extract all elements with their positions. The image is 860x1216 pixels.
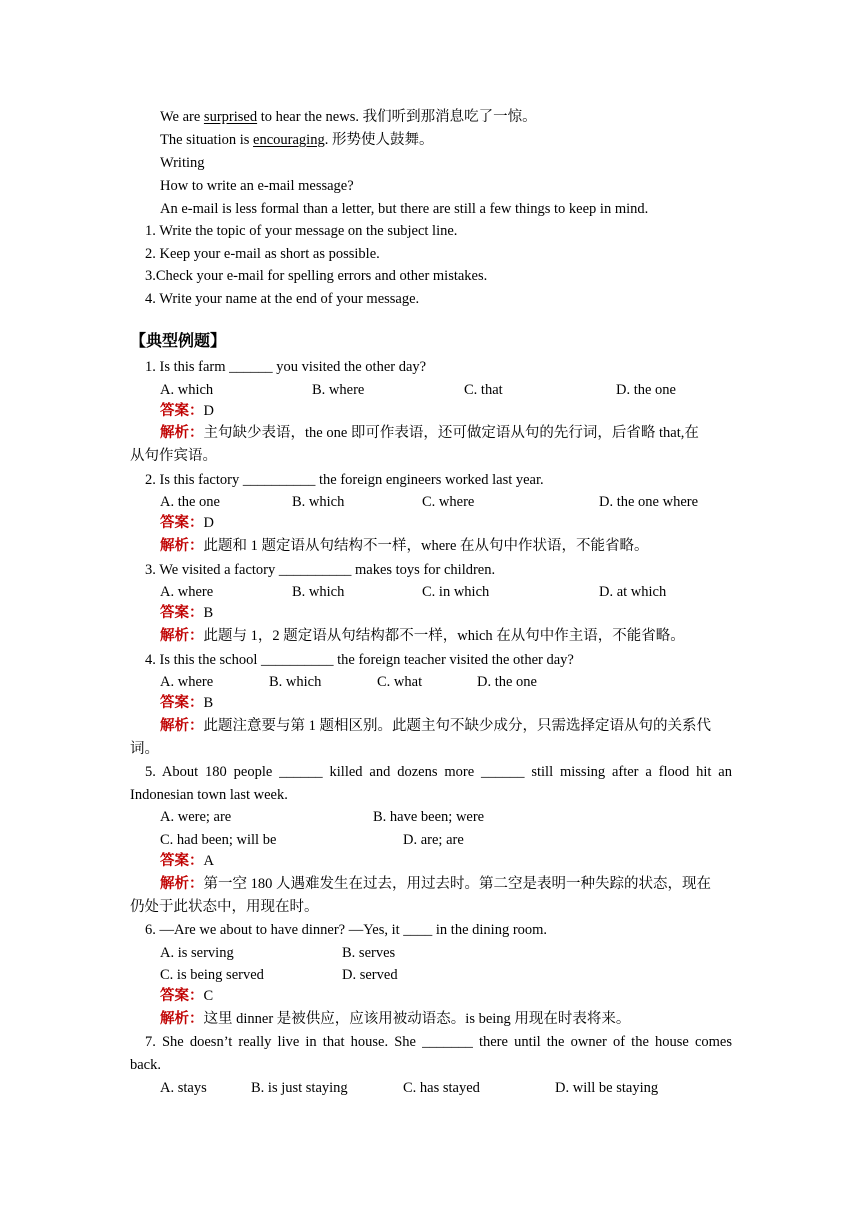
answer-value: B [203,695,214,711]
sentence-text: to hear the news. 我们听到那消息吃了一惊。 [257,109,537,125]
analysis-label: 解析： [160,538,204,554]
analysis-line [160,626,685,646]
answer-label: 答案： [160,988,204,1004]
analysis-text: 此题和 1 题定语从句结构不一样，where 在从句中作状语，不能省略。 [203,538,649,554]
analysis-label: 解析： [160,718,204,734]
sentence-text: We are [160,109,204,125]
analysis-line [160,874,711,894]
option: A. where [160,584,214,600]
analysis-text: 从句作宾语。 [130,448,217,464]
option: B. have been; were [373,809,485,825]
answer-line [160,851,214,871]
option: C. in which [422,584,490,600]
option: C. has stayed [403,1080,480,1096]
option: B. is just staying [251,1080,348,1096]
option: A. where [160,674,214,690]
analysis-text: 主句缺少表语，the one 即可作表语，还可做定语从句的先行词，后省略 that,在 [203,425,699,441]
analysis-label: 解析： [160,425,204,441]
answer-line [160,603,213,623]
option: C. where [422,494,475,510]
option: D. the one [477,674,537,690]
answer-value: C [203,988,214,1004]
answer-line [160,401,214,421]
writing-tip: 3.Check your e-mail for spelling errors and other mistakes. [145,268,488,284]
underlined-word: encouraging [253,132,325,148]
question-stem-continued: Indonesian town last week. [130,787,288,803]
analysis-text: 此题注意要与第 1 题相区别。此题主句不缺少成分，只需选择定语从句的关系代 [203,718,711,734]
question-stem: 6. —Are we about to have dinner? —Yes, it ____ in the dining room. [145,922,548,938]
option: B. where [312,382,365,398]
writing-question: How to write an e-mail message? [160,178,354,194]
option: C. had been; will be [160,832,277,848]
question-stem: 1. Is this farm ______ you visited the other day? [145,359,427,375]
option: D. are; are [403,832,464,848]
answer-label: 答案： [160,515,204,531]
option: A. were; are [160,809,232,825]
example-sentence-encouraging [160,130,433,150]
analysis-text: 这里 dinner 是被供应，应该用被动语态。is being 用现在时表将来。 [203,1011,631,1027]
option: C. is being served [160,967,264,983]
option: B. which [292,494,345,510]
answer-line [160,693,213,713]
option: D. will be staying [555,1080,659,1096]
analysis-text: 第一空 180 人遇难发生在过去，用过去时。第二空是表明一种失踪的状态，现在 [203,876,711,892]
writing-label: Writing [160,155,205,171]
question-stem-continued: back. [130,1057,161,1073]
example-sentence-surprised [160,107,537,127]
answer-label: 答案： [160,605,204,621]
answer-line [160,986,213,1006]
question-stem: 2. Is this factory __________ the foreign engineers worked last year. [145,472,544,488]
option: B. serves [342,945,396,961]
option: C. that [464,382,503,398]
writing-note: An e-mail is less formal than a letter, but there are still a few things to keep in mind. [160,201,649,217]
option: D. the one [616,382,676,398]
option: A. stays [160,1080,207,1096]
question-stem: 3. We visited a factory __________ makes toys for children. [145,562,496,578]
option: A. is serving [160,945,234,961]
analysis-label: 解析： [160,628,204,644]
analysis-text: 词。 [130,741,159,757]
analysis-label: 解析： [160,1011,204,1027]
analysis-label: 解析： [160,876,204,892]
section-heading: 【典型例题】 [130,331,227,350]
sentence-text: . 形势使人鼓舞。 [324,132,434,148]
answer-value: D [203,403,214,419]
writing-tip: 2. Keep your e-mail as short as possible. [145,246,380,262]
analysis-text: 此题与 1，2 题定语从句结构都不一样，which 在从句中作主语，不能省略。 [203,628,685,644]
option: C. what [377,674,423,690]
analysis-line [160,716,711,736]
option: D. served [342,967,398,983]
analysis-line [160,1009,630,1029]
analysis-text: 仍处于此状态中，用现在时。 [130,899,319,915]
option: A. the one [160,494,220,510]
answer-value: A [203,853,214,869]
option: B. which [269,674,322,690]
option: D. the one where [599,494,699,510]
answer-label: 答案： [160,853,204,869]
answer-label: 答案： [160,403,204,419]
answer-value: D [203,515,214,531]
answer-label: 答案： [160,695,204,711]
option: A. which [160,382,214,398]
writing-tip: 4. Write your name at the end of your message. [145,291,420,307]
underlined-word: surprised [203,109,258,125]
option: D. at which [599,584,667,600]
writing-tip: 1. Write the topic of your message on the subject line. [145,223,458,239]
question-stem: 4. Is this the school __________ the foreign teacher visited the other day? [145,652,574,668]
answer-line [160,513,214,533]
question-stem: 5. About 180 people ______ killed and dozens more ______ still missing after a flood hit an [145,764,732,780]
answer-value: B [203,605,214,621]
sentence-text: The situation is [160,132,254,148]
question-stem: 7. She doesn’t really live in that house. She _______ there until the owner of the house comes [145,1034,732,1050]
option: B. which [292,584,345,600]
analysis-line [160,536,649,556]
analysis-line [160,423,699,443]
